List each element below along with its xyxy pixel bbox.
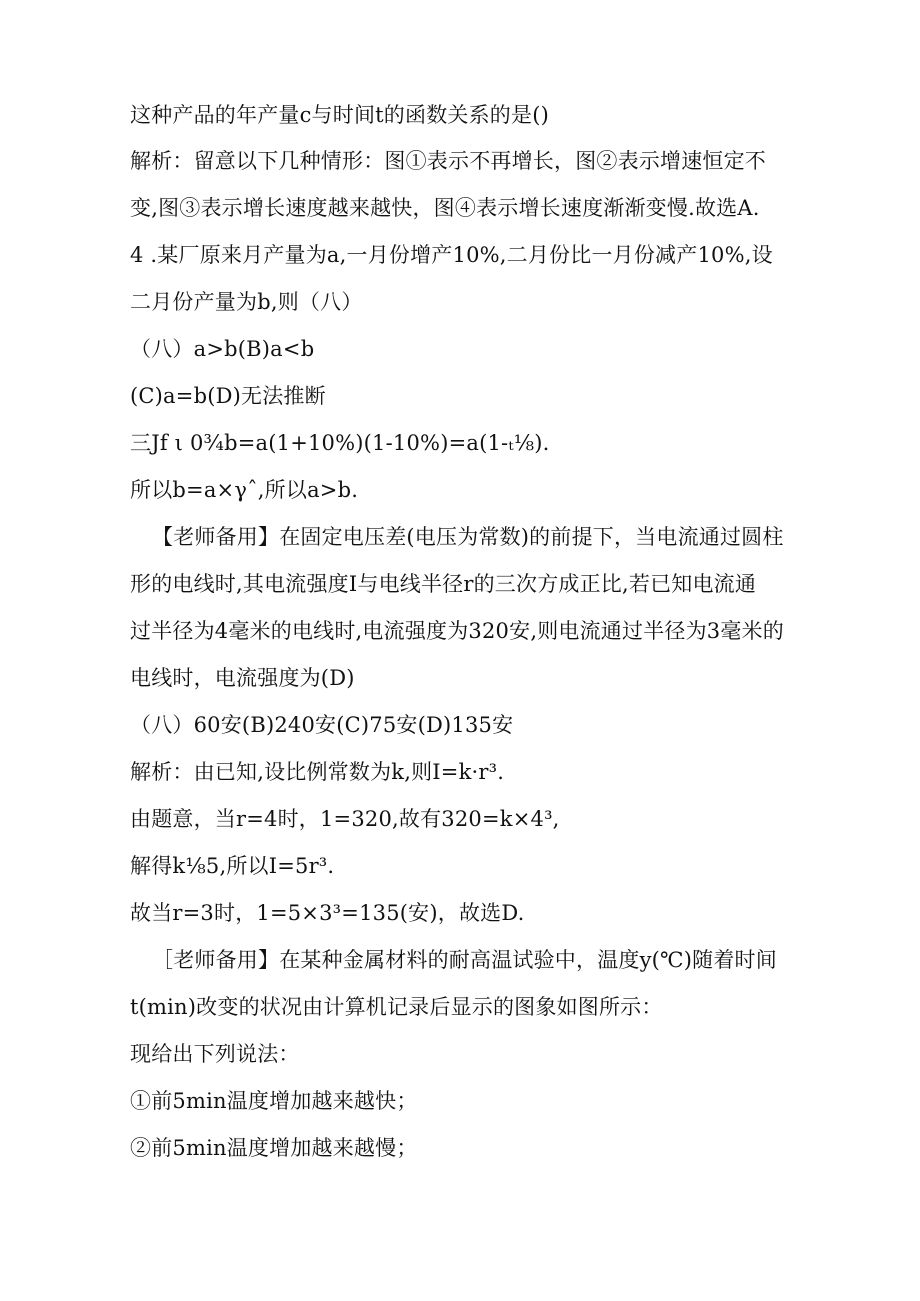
options-line: （八）a>b(B)a<b <box>130 337 315 361</box>
solution-line: 解得k⅛5,所以I=5r³. <box>130 854 335 878</box>
analysis-line: 解析：留意以下几种情形：图①表示不再增长，图②表示增速恒定不 <box>130 149 766 173</box>
solution-line: 由题意，当r=4时，1=320,故有320=k×4³, <box>130 807 560 831</box>
solution-line: 三Jf ι 0¾b=a(1+10%)(1-10%)=a(1-ₜ⅛). <box>130 431 550 455</box>
options-line: (C)a=b(D)无法推断 <box>130 384 326 408</box>
analysis-line: 解析：由已知,设比例常数为k,则I=k·r³. <box>130 760 505 784</box>
teacher-note-line: ［老师备用】在某种金属材料的耐高温试验中，温度y(℃)随着时间 <box>152 948 777 972</box>
teacher-note-line: 形的电线时,其电流强度I与电线半径r的三次方成正比,若已知电流通 <box>130 572 757 596</box>
teacher-note-line: 【老师备用】在固定电压差(电压为常数)的前提下，当电流通过圆柱 <box>152 525 784 549</box>
solution-line: 故当r=3时，1=5×3³=135(安)，故选D. <box>130 901 525 925</box>
statement-intro-line: 现给出下列说法： <box>130 1042 300 1066</box>
teacher-note-line: t(min)改变的状况由计算机记录后显示的图象如图所示： <box>130 995 663 1019</box>
analysis-line: 变,图③表示增长速度越来越快，图④表示增长速度渐渐变慢.故选A. <box>130 196 760 220</box>
options-line: （八）60安(B)240安(C)75安(D)135安 <box>130 713 514 737</box>
question-stem-line: 这种产品的年产量c与时间t的函数关系的是() <box>130 103 549 127</box>
teacher-note-line: 电线时，电流强度为(D) <box>130 666 355 690</box>
question-4-line: 二月份产量为b,则（八） <box>130 290 363 314</box>
statement-line: ①前5min温度增加越来越快； <box>130 1089 418 1113</box>
solution-line: 所以b=a×γˆ,所以a>b. <box>130 478 359 502</box>
teacher-note-line: 过半径为4毫米的电线时,电流强度为320安,则电流通过半径为3毫米的 <box>130 619 784 643</box>
statement-line: ②前5min温度增加越来越慢； <box>130 1136 418 1160</box>
question-4-line: 4 .某厂原来月产量为a,一月份增产10%,二月份比一月份减产10%,设 <box>130 243 773 267</box>
